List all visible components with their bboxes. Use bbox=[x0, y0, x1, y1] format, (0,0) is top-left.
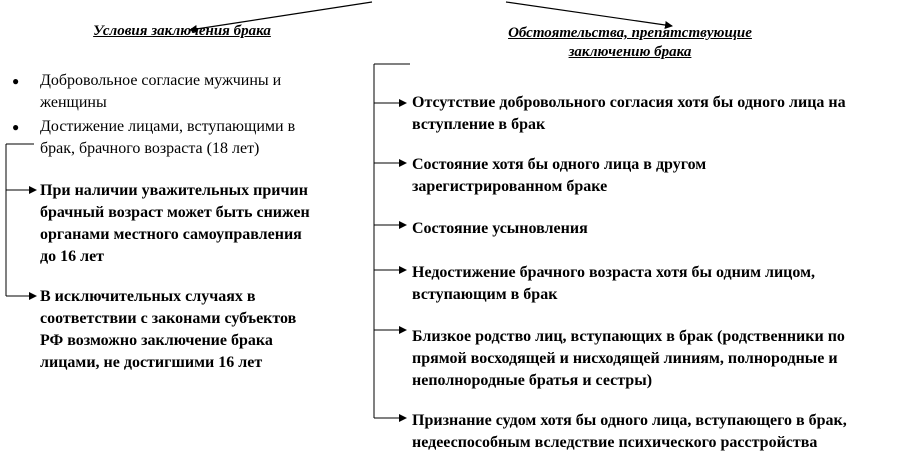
obstacle-2-line-2: зарегистрированном браке bbox=[412, 178, 608, 195]
sub-item-1-line-1: При наличии уважительных причин bbox=[40, 182, 308, 199]
obstacle-2-line-1: Состояние хотя бы одного лица в другом bbox=[412, 156, 707, 173]
sub-item-2-line-2: соответствии с законами субъектов bbox=[40, 310, 297, 327]
obstacle-6-line-1: Признание судом хотя бы одного лица, вступающего в брак, bbox=[412, 412, 847, 429]
obstacle-6-line-2: недееспособным вследствие психического расстройства bbox=[412, 434, 818, 451]
condition-consent-line-1: Добровольное согласие мужчины и bbox=[40, 72, 282, 89]
obstacle-4-line-1: Недостижение брачного возраста хотя бы одним лицом, bbox=[412, 264, 815, 281]
obstacle-5-line-3: неполнородные братья и сестры) bbox=[412, 372, 653, 389]
obstacles-heading-line-1: Обстоятельства, препятствующие bbox=[508, 25, 752, 41]
sub-item-1-line-4: до 16 лет bbox=[40, 248, 105, 265]
obstacles-heading-line-2: заключению брака bbox=[568, 44, 692, 60]
obstacle-4-line-2: вступающим в брак bbox=[412, 286, 558, 303]
condition-age-line-1: Достижение лицами, вступающими в bbox=[40, 118, 296, 135]
obstacle-5-line-1: Близкое родство лиц, вступающих в брак (родственники по bbox=[412, 328, 845, 345]
conditions-heading: Условия заключения брака bbox=[93, 23, 271, 39]
arrow-to-obstacles bbox=[506, 2, 672, 26]
obstacle-3-line-1: Состояние усыновления bbox=[412, 220, 588, 237]
bullet-marker: ● bbox=[12, 74, 20, 88]
sub-item-2-line-1: В исключительных случаях в bbox=[40, 288, 256, 305]
obstacle-1-line-1: Отсутствие добровольного согласия хотя бы одного лица на bbox=[412, 94, 846, 111]
sub-item-1-line-2: брачный возраст может быть снижен bbox=[40, 204, 310, 221]
bullet-marker: ● bbox=[12, 120, 20, 134]
obstacle-5-line-2: прямой восходящей и нисходящей линиям, полнородные и bbox=[412, 350, 838, 367]
condition-age-line-2: брак, брачного возраста (18 лет) bbox=[40, 140, 260, 157]
sub-item-2-line-4: лицами, не достигшими 16 лет bbox=[40, 354, 263, 371]
condition-consent-line-2: женщины bbox=[40, 94, 107, 111]
sub-item-1-line-3: органами местного самоуправления bbox=[40, 226, 302, 243]
sub-item-2-line-3: РФ возможно заключение брака bbox=[40, 332, 273, 349]
obstacle-1-line-2: вступление в брак bbox=[412, 116, 546, 133]
